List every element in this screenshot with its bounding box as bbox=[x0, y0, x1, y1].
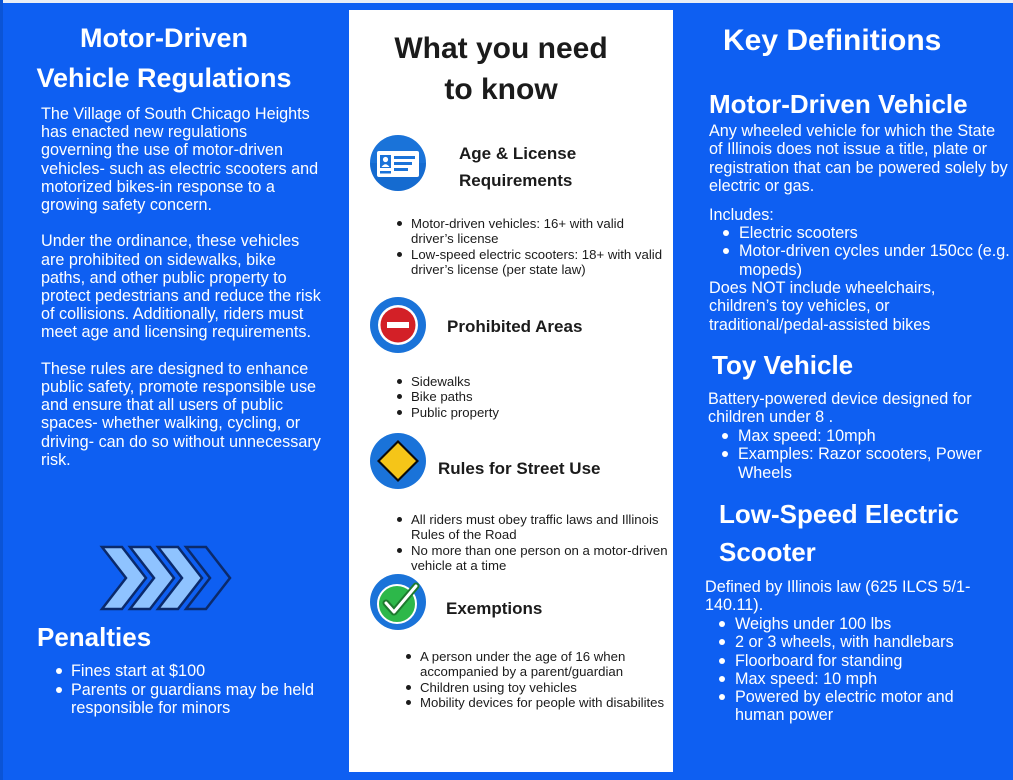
list-item: Children using toy vehicles bbox=[402, 680, 672, 695]
panel-title-line2: to know bbox=[444, 73, 558, 106]
toy-vehicle-list bbox=[718, 427, 1010, 482]
list-item: Max speed: 10mph bbox=[718, 427, 1010, 445]
checkmark-icon bbox=[369, 573, 427, 631]
list-item: Floorboard for standing bbox=[715, 652, 1007, 670]
section-heading: Age & License bbox=[459, 144, 577, 163]
key-definitions-title: Key Definitions bbox=[723, 24, 942, 57]
what-you-need-panel bbox=[349, 10, 673, 772]
list-item: No more than one person on a motor-driven vehicle at a time bbox=[393, 543, 668, 574]
list-item: Max speed: 10 mph bbox=[715, 670, 1007, 688]
mdv-excludes-text: Does NOT include wheelchairs, children’s toy vehicles, or traditional/pedal-assisted bikes bbox=[709, 279, 936, 334]
road-sign-icon bbox=[369, 432, 427, 490]
lses-title-line2: Scooter bbox=[719, 537, 816, 567]
section-heading: Rules for Street Use bbox=[438, 459, 601, 478]
right-column bbox=[673, 0, 1013, 780]
list-item: A person under the age of 16 when accompanied by a parent/guardian bbox=[402, 649, 672, 680]
section-heading: Prohibited Areas bbox=[447, 317, 583, 336]
section-list bbox=[402, 649, 672, 710]
list-item: Bike paths bbox=[393, 389, 668, 404]
lses-definition: Defined by Illinois law (625 ILCS 5/1-140.11). bbox=[705, 578, 971, 615]
list-item: Public property bbox=[393, 405, 668, 420]
left-body-text: The Village of South Chicago Heights has enacted new regulations governing the use of motor-driven vehicles- such as electric scooters and motorized bikes-in response to a growing safety concern. Under the ordinance, these vehicles are prohibited on sidewalks, bike paths, and other public property to protect pedestrians and reduce the risk of collisions. Additionally, riders must meet age and licensing requirements. These rules are designed to enhance public safety, promote responsible use and ensure that all users of public spaces- whether walking, cycling, or driving- can do so without unnecessary risk. bbox=[41, 105, 321, 469]
penalties-title: Penalties bbox=[37, 622, 152, 652]
toy-vehicle-title: Toy Vehicle bbox=[712, 350, 854, 380]
lses-list bbox=[715, 615, 1007, 725]
list-item: Sidewalks bbox=[393, 374, 668, 389]
chevron-arrows-icon bbox=[90, 543, 235, 613]
list-item: Weighs under 100 lbs bbox=[715, 615, 1007, 633]
list-item: Electric scooters bbox=[719, 224, 1011, 242]
mdv-definition: Any wheeled vehicle for which the State of Illinois does not issue a title, plate or registration that can be powered solely by electric or gas. bbox=[709, 122, 1008, 195]
mdv-includes-list bbox=[719, 224, 1011, 279]
toy-vehicle-definition: Battery-powered device designed for children under 8 . bbox=[708, 390, 972, 427]
left-title-line1: Motor-Driven bbox=[80, 23, 248, 53]
section-heading: Exemptions bbox=[446, 599, 543, 618]
list-item: Motor-driven vehicles: 16+ with valid driver’s license bbox=[393, 216, 668, 247]
list-item: Motor-driven cycles under 150cc (e.g. mopeds) bbox=[719, 242, 1011, 279]
penalties-list bbox=[52, 662, 322, 718]
section-list bbox=[393, 512, 668, 573]
list-item: Examples: Razor scooters, Power Wheels bbox=[718, 445, 1010, 482]
mdv-includes-label: Includes: bbox=[709, 206, 774, 224]
list-item: Low-speed electric scooters: 18+ with valid driver’s license (per state law) bbox=[393, 247, 668, 278]
list-item: Parents or guardians may be held responsible for minors bbox=[52, 681, 322, 718]
list-item: Mobility devices for people with disabilites bbox=[402, 695, 672, 710]
lses-title-line1: Low-Speed Electric bbox=[719, 499, 959, 529]
list-item: All riders must obey traffic laws and Illinois Rules of the Road bbox=[393, 512, 668, 543]
panel-title bbox=[349, 28, 653, 110]
list-item: Powered by electric motor and human power bbox=[715, 688, 1007, 725]
panel-title-line1: What you need bbox=[394, 32, 608, 65]
section-heading-line2: Requirements bbox=[459, 171, 573, 190]
left-title-line2: Vehicle Regulations bbox=[36, 63, 292, 93]
list-item: 2 or 3 wheels, with handlebars bbox=[715, 633, 1007, 651]
no-entry-icon bbox=[369, 296, 427, 354]
license-card-icon bbox=[369, 134, 427, 192]
list-item: Fines start at $100 bbox=[52, 662, 322, 681]
section-list bbox=[393, 216, 668, 277]
left-column bbox=[0, 0, 345, 780]
mdv-title: Motor-Driven Vehicle bbox=[709, 89, 968, 119]
section-list bbox=[393, 374, 668, 420]
